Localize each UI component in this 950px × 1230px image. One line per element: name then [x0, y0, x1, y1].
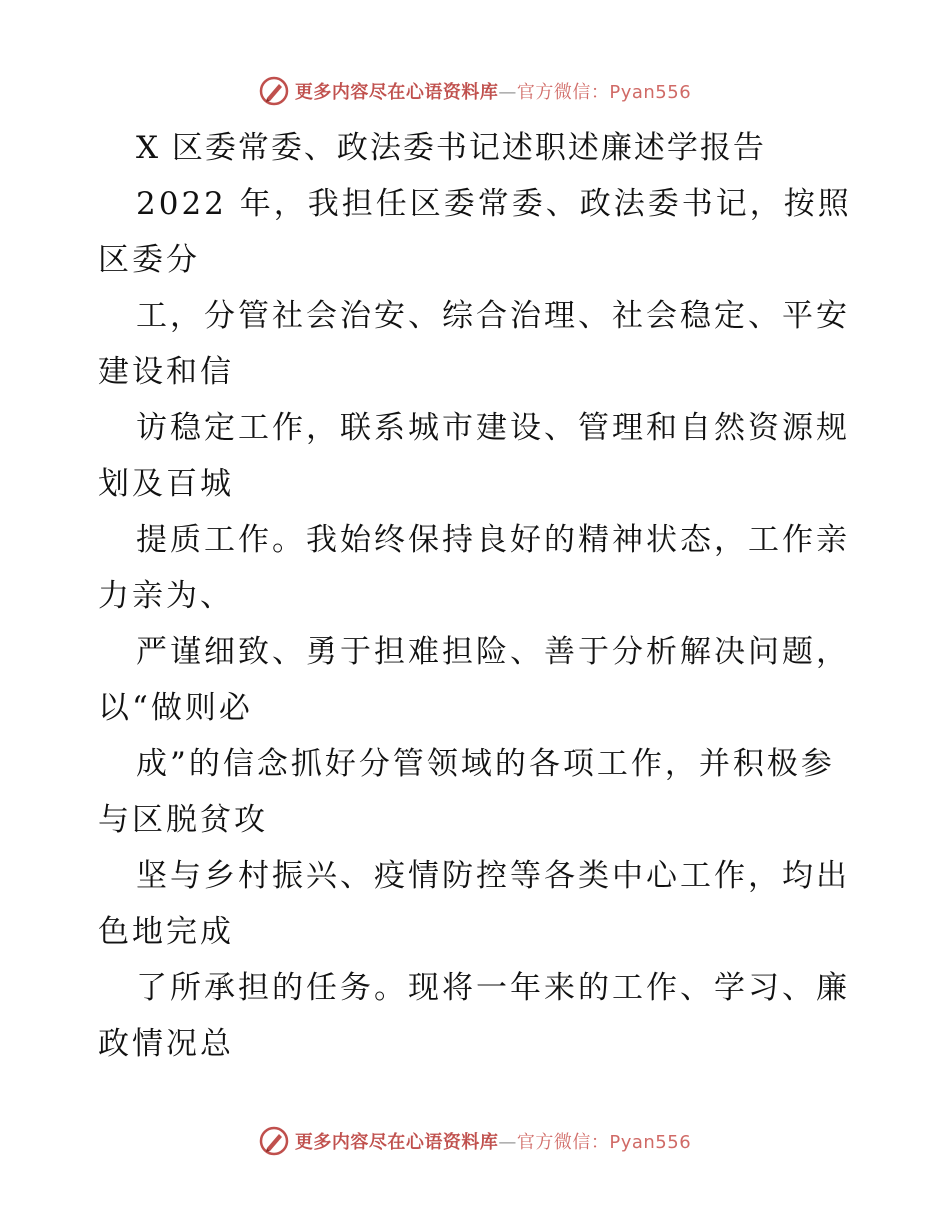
paragraph-line: 与区脱贫攻 [98, 802, 268, 838]
watermark-brand: 更多内容尽在心语资料库 [294, 82, 499, 103]
paragraph-line: 严谨细致、勇于担难担险、善于分析解决问题， [136, 634, 850, 670]
paragraph-line: 提质工作。我始终保持良好的精神状态，工作亲 [136, 522, 850, 558]
watermark-brand: 更多内容尽在心语资料库 [294, 1132, 499, 1153]
watermark-separator: — [498, 82, 517, 103]
watermark-text [295, 78, 691, 104]
paragraph-line: 2022 年，我担任区委常委、政法委书记，按照 [136, 186, 852, 222]
watermark-text [295, 1128, 691, 1154]
watermark-wechat: 官方微信：Pyan556 [516, 1132, 692, 1153]
paragraph-line: 划及百城 [98, 466, 234, 502]
paragraph-line: 访稳定工作，联系城市建设、管理和自然资源规 [136, 410, 850, 446]
paragraph-line: 色地完成 [98, 914, 234, 950]
paragraph-line: 了所承担的任务。现将一年来的工作、学习、廉 [136, 970, 850, 1006]
paragraph-line: 以“做则必 [98, 690, 253, 726]
paragraph-line: 坚与乡村振兴、疫情防控等各类中心工作，均出 [136, 858, 850, 894]
watermark-separator: — [498, 1132, 517, 1153]
pen-logo-icon [259, 76, 289, 106]
paragraph-line: 成”的信念抓好分管领域的各项工作，并积极参 [136, 746, 835, 782]
footer-watermark [0, 1124, 950, 1158]
paragraph-line: 建设和信 [98, 354, 234, 390]
document-body [98, 120, 858, 1072]
header-watermark [0, 74, 950, 108]
paragraph-line: 区委分 [98, 242, 200, 278]
watermark-wechat: 官方微信：Pyan556 [516, 82, 692, 103]
paragraph-line: 力亲为、 [98, 578, 234, 614]
pen-logo-icon [259, 1126, 289, 1156]
paragraph-line: 政情况总 [98, 1026, 234, 1062]
document-title: X 区委常委、政法委书记述职述廉述学报告 [136, 130, 766, 166]
paragraph-line: 工，分管社会治安、综合治理、社会稳定、平安 [136, 298, 850, 334]
